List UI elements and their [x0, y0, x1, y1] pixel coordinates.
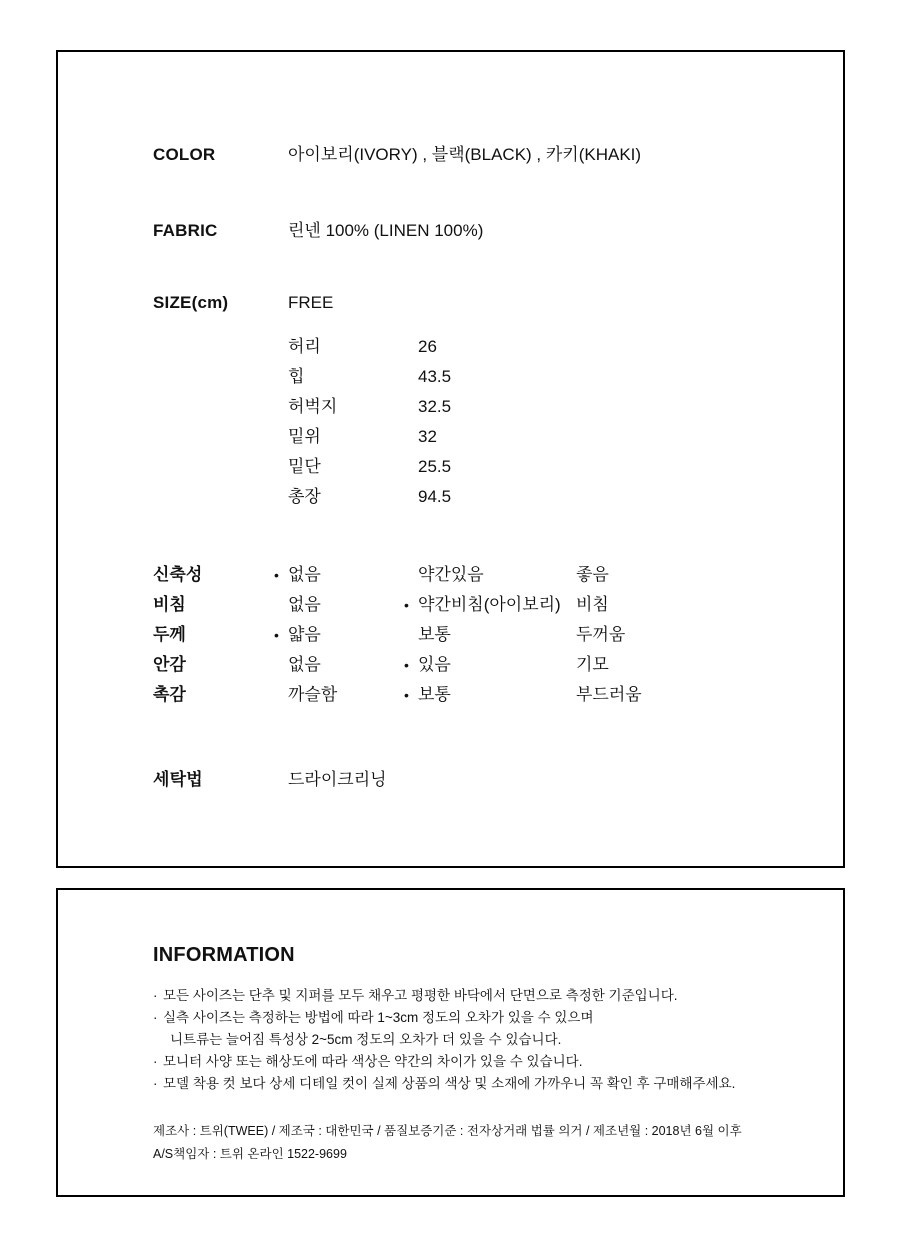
attribute-label: 촉감: [153, 685, 186, 704]
attribute-row-texture: [153, 685, 813, 715]
note-text: 실측 사이즈는 측정하는 방법에 따라 1~3cm 정도의 오차가 있을 수 있으며: [163, 1010, 594, 1025]
attribute-option-text: 부드러움: [576, 685, 642, 704]
attribute-label: 두께: [153, 625, 186, 644]
attribute-row-lining: [153, 655, 813, 685]
selected-dot-icon: •: [404, 687, 409, 703]
note-line: [153, 985, 813, 1007]
selected-dot-icon: •: [404, 597, 409, 613]
size-table-row: [288, 397, 813, 427]
information-notes: [153, 985, 813, 1095]
wash-row: [153, 770, 813, 790]
note-text: 모든 사이즈는 단추 및 지퍼를 모두 채우고 평평한 바닥에서 단면으로 측정한 기준입니다.: [163, 988, 678, 1003]
size-table-row: [288, 427, 813, 457]
note-line: [153, 1007, 813, 1029]
attribute-option: [576, 685, 642, 715]
measure-value: 94.5: [418, 487, 452, 506]
measure-value: 32.5: [418, 397, 452, 416]
note-line: [153, 1073, 813, 1095]
spec-box: [56, 50, 845, 868]
information-title: INFORMATION: [153, 944, 295, 966]
attribute-option: [274, 625, 418, 655]
bullet-dot-icon: ·: [153, 1054, 158, 1069]
measure-name: 밑단: [288, 457, 321, 476]
attribute-option: [418, 625, 576, 655]
attribute-option: [288, 685, 418, 715]
attribute-option: [404, 685, 576, 715]
attribute-option: [288, 655, 418, 685]
fabric-value: 린넨 100% (LINEN 100%): [288, 221, 484, 240]
attribute-option-text: 까슬함: [288, 685, 338, 704]
attribute-option-text: 비침: [576, 595, 609, 614]
manufacturer-line: 제조사 : 트위(TWEE) / 제조국 : 대한민국 / 품질보증기준 : 전자상거래 법률 의거 / 제조년월 : 2018년 6월 이후: [153, 1124, 742, 1138]
information-box: [56, 888, 845, 1197]
note-text: 모델 착용 컷 보다 상세 디테일 컷이 실제 상품의 색상 및 소재에 가까우니 꼭 확인 후 구매해주세요.: [163, 1076, 736, 1091]
attribute-option: [288, 595, 418, 625]
bullet-dot-icon: ·: [153, 1076, 158, 1091]
attribute-option: [576, 625, 625, 655]
attribute-table: [153, 565, 813, 715]
size-value: FREE: [288, 293, 334, 312]
attribute-label: 신축성: [153, 565, 203, 584]
size-table-row: [288, 367, 813, 397]
attribute-option: [404, 655, 576, 685]
attribute-option: [576, 595, 609, 625]
attribute-option-text: 없음: [288, 655, 321, 674]
attribute-option-text: 좋음: [576, 565, 609, 584]
attribute-option: [576, 565, 609, 595]
attribute-option-text: 없음: [288, 565, 321, 584]
manufacturer-info: [153, 1120, 813, 1166]
note-text: 모니터 사양 또는 해상도에 따라 색상은 약간의 차이가 있을 수 있습니다.: [163, 1054, 583, 1069]
note-line: [153, 1051, 813, 1073]
wash-value: 드라이크리닝: [288, 770, 387, 789]
color-row: [153, 145, 813, 165]
color-value: 아이보리(IVORY) , 블랙(BLACK) , 카키(KHAKI): [288, 145, 642, 164]
attribute-label: 안감: [153, 655, 186, 674]
size-label: SIZE(cm): [153, 293, 229, 312]
attribute-option: [274, 565, 418, 595]
bullet-dot-icon: [153, 1029, 163, 1051]
attribute-option-text: 얇음: [288, 625, 321, 644]
selected-dot-icon: •: [274, 627, 279, 643]
fabric-row: [153, 221, 813, 241]
size-row: [153, 293, 813, 313]
wash-label: 세탁법: [153, 770, 203, 789]
attribute-row-sheerness: [153, 595, 813, 625]
attribute-option-text: 있음: [418, 655, 451, 674]
attribute-option-text: 약간있음: [418, 565, 484, 584]
measure-name: 허벅지: [288, 397, 338, 416]
selected-dot-icon: •: [274, 567, 279, 583]
bullet-dot-icon: ·: [153, 988, 158, 1003]
attribute-option-text: 보통: [418, 685, 451, 704]
attribute-option-text: 약간비침(아이보리): [418, 595, 561, 614]
attribute-option-text: 보통: [418, 625, 451, 644]
attribute-option: [404, 595, 576, 625]
attribute-row-thickness: [153, 625, 813, 655]
attribute-option-text: 두꺼움: [576, 625, 626, 644]
measure-value: 43.5: [418, 367, 452, 386]
measure-name: 허리: [288, 337, 321, 356]
attribute-option-text: 없음: [288, 595, 321, 614]
measure-value: 26: [418, 337, 437, 356]
note-text: 니트류는 늘어짐 특성상 2~5cm 정도의 오차가 더 있을 수 있습니다.: [170, 1032, 562, 1047]
measure-name: 밑위: [288, 427, 321, 446]
attribute-option-text: 기모: [576, 655, 609, 674]
size-table-row: [288, 337, 813, 367]
measure-value: 32: [418, 427, 437, 446]
attribute-label: 비침: [153, 595, 186, 614]
attribute-row-elasticity: [153, 565, 813, 595]
measure-name: 힙: [288, 367, 305, 386]
bullet-dot-icon: ·: [153, 1010, 158, 1025]
selected-dot-icon: •: [404, 657, 409, 673]
attribute-option: [418, 565, 576, 595]
as-contact-line: A/S책임자 : 트위 온라인 1522-9699: [153, 1147, 347, 1161]
size-table: [288, 337, 813, 517]
fabric-label: FABRIC: [153, 221, 218, 240]
size-table-row: [288, 487, 813, 517]
color-label: COLOR: [153, 145, 216, 164]
attribute-option: [576, 655, 609, 685]
note-line-continuation: [153, 1029, 813, 1051]
measure-name: 총장: [288, 487, 321, 506]
measure-value: 25.5: [418, 457, 452, 476]
size-table-row: [288, 457, 813, 487]
